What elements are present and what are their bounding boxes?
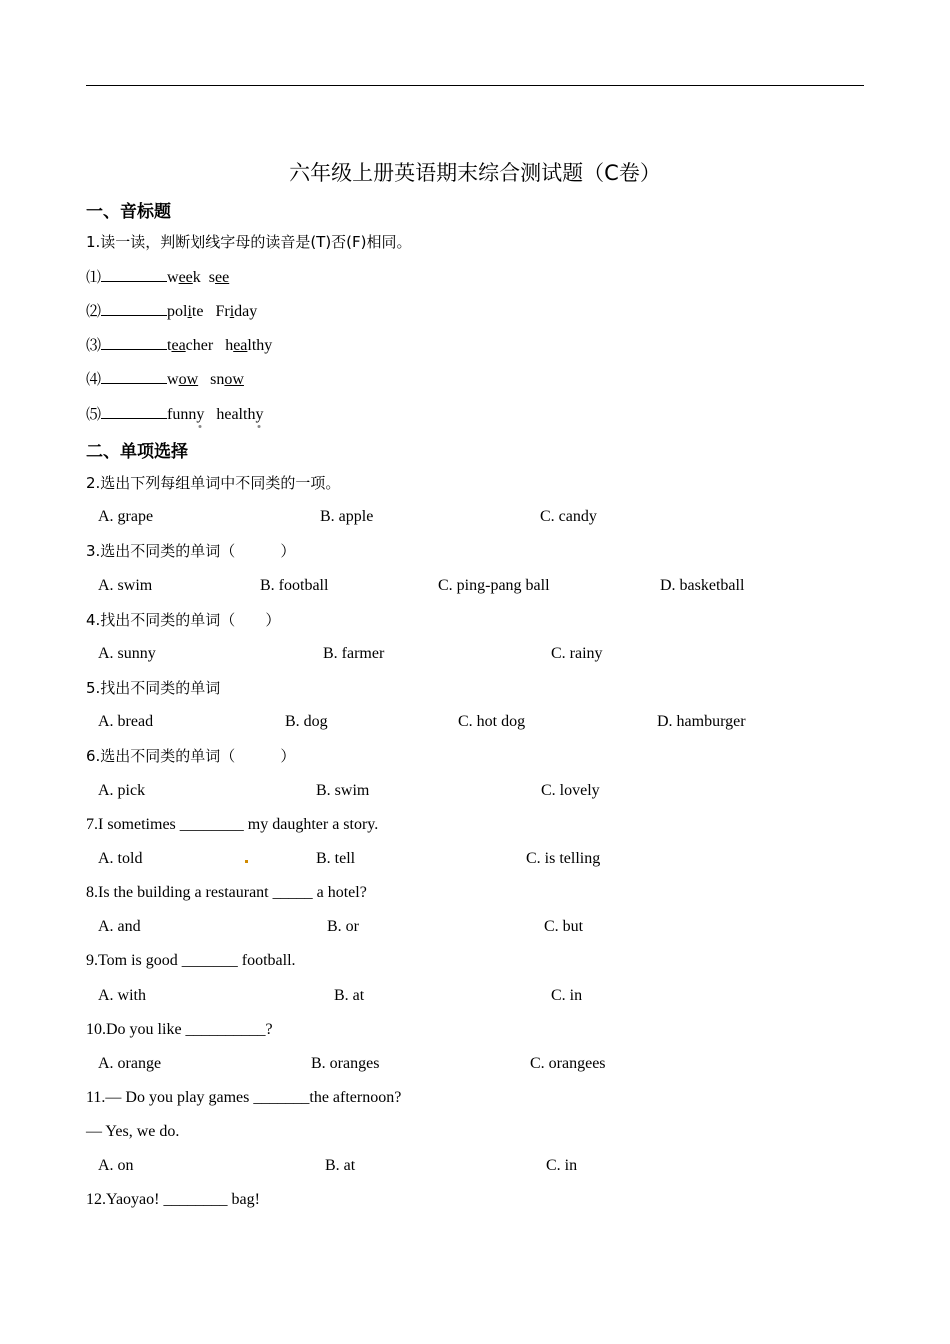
q4-option-c[interactable]: C. rainy — [551, 645, 603, 662]
q5-option-b[interactable]: B. dog — [285, 713, 328, 730]
q2-option-a[interactable]: A. grape — [98, 508, 154, 525]
q5-option-d[interactable]: D. hamburger — [657, 713, 746, 730]
q10-option-b[interactable]: B. oranges — [311, 1055, 380, 1072]
section-heading-phonetics: 一、音标题 — [86, 202, 171, 222]
q2-option-c[interactable]: C. candy — [540, 508, 597, 525]
q11-option-b[interactable]: B. at — [325, 1157, 356, 1174]
question-3-stem: 3.选出不同类的单词（ ） — [86, 542, 296, 560]
q8-option-c[interactable]: C. but — [544, 918, 584, 935]
answer-blank[interactable] — [101, 335, 167, 350]
question-11-stem: 11.— Do you play games _______the afternoon? — [86, 1089, 402, 1106]
q4-option-a[interactable]: A. sunny — [98, 645, 156, 662]
question-4-stem: 4.找出不同类的单词（ ） — [86, 611, 281, 629]
question-5-stem: 5.找出不同类的单词 — [86, 679, 221, 697]
question-10-stem: 10.Do you like __________? — [86, 1021, 273, 1038]
q6-option-c[interactable]: C. lovely — [541, 782, 600, 799]
q1-item-1: ⑴ week see — [86, 268, 230, 286]
q2-option-b[interactable]: B. apple — [320, 508, 374, 525]
question-1-prompt: 1.读一读，判断划线字母的读音是(T)否(F)相同。 — [86, 233, 412, 251]
q8-option-b[interactable]: B. or — [327, 918, 359, 935]
question-7-stem: 7.I sometimes ________ my daughter a story. — [86, 816, 379, 833]
stray-mark — [245, 860, 248, 863]
q3-option-b[interactable]: B. football — [260, 577, 329, 594]
question-6-stem: 6.选出不同类的单词（ ） — [86, 747, 296, 765]
q3-option-c[interactable]: C. ping-pang ball — [438, 577, 550, 594]
answer-blank[interactable] — [101, 369, 167, 384]
q9-option-c[interactable]: C. in — [551, 987, 583, 1004]
q4-option-b[interactable]: B. farmer — [323, 645, 385, 662]
q9-option-b[interactable]: B. at — [334, 987, 365, 1004]
q7-option-c[interactable]: C. is telling — [526, 850, 601, 867]
q1-item-4: ⑷ wow snow — [86, 370, 244, 388]
question-8-stem: 8.Is the building a restaurant _____ a hotel? — [86, 884, 367, 901]
answer-blank[interactable] — [101, 301, 167, 316]
question-11-response: — Yes, we do. — [86, 1123, 180, 1140]
q6-option-a[interactable]: A. pick — [98, 782, 146, 799]
answer-blank[interactable] — [101, 267, 167, 282]
q11-option-c[interactable]: C. in — [546, 1157, 578, 1174]
document-title: 六年级上册英语期末综合测试题（C卷） — [289, 161, 661, 185]
question-2-stem: 2.选出下列每组单词中不同类的一项。 — [86, 474, 341, 492]
q5-option-a[interactable]: A. bread — [98, 713, 154, 730]
q3-option-d[interactable]: D. basketball — [660, 577, 745, 594]
q1-item-5: ⑸ funny healthy — [86, 405, 264, 423]
q11-option-a[interactable]: A. on — [98, 1157, 134, 1174]
question-9-stem: 9.Tom is good _______ football. — [86, 952, 296, 969]
q9-option-a[interactable]: A. with — [98, 987, 146, 1004]
q7-option-b[interactable]: B. tell — [316, 850, 356, 867]
q8-option-a[interactable]: A. and — [98, 918, 141, 935]
q10-option-c[interactable]: C. orangees — [530, 1055, 606, 1072]
q7-option-a[interactable]: A. told — [98, 850, 143, 867]
q6-option-b[interactable]: B. swim — [316, 782, 370, 799]
question-12-stem: 12.Yaoyao! ________ bag! — [86, 1191, 260, 1208]
q1-item-3: ⑶ teacher healthy — [86, 336, 273, 354]
section-heading-single-choice: 二、单项选择 — [86, 442, 188, 462]
q1-item-2: ⑵ polite Friday — [86, 302, 258, 320]
header-rule — [86, 85, 864, 86]
answer-blank[interactable] — [101, 404, 167, 419]
q5-option-c[interactable]: C. hot dog — [458, 713, 526, 730]
q10-option-a[interactable]: A. orange — [98, 1055, 162, 1072]
q3-option-a[interactable]: A. swim — [98, 577, 153, 594]
